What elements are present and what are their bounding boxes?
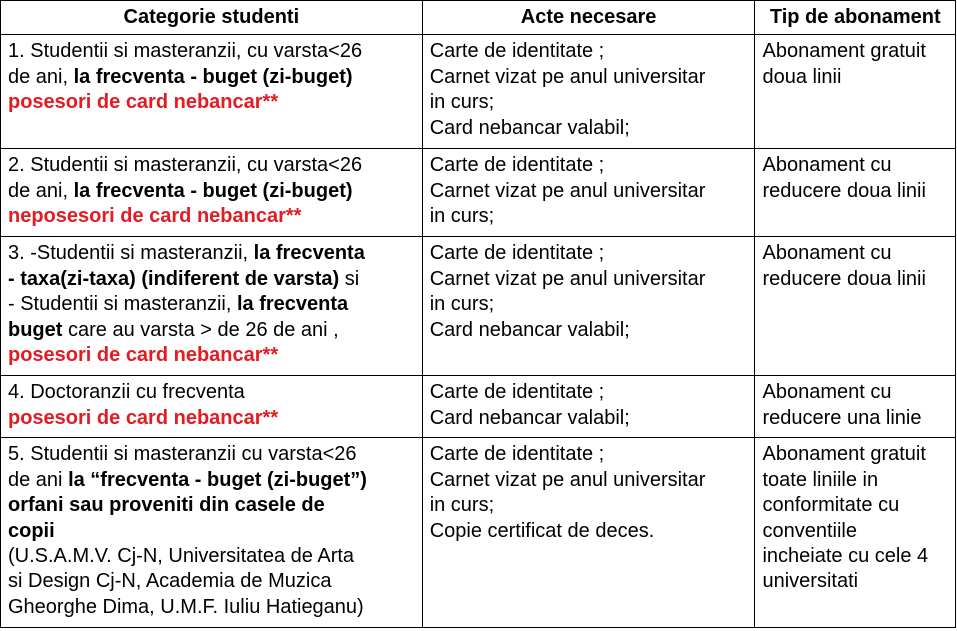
cell-tip bbox=[755, 149, 956, 237]
table-row bbox=[1, 376, 956, 438]
cell-tip bbox=[755, 237, 956, 376]
cell-line: Abonament cu bbox=[762, 381, 892, 404]
cell-text-bold: buget bbox=[8, 318, 63, 341]
cell-text: 3. -Studentii si masteranzii, bbox=[8, 242, 254, 265]
cell-line-bold: orfani sau proveniti din casele de bbox=[8, 494, 325, 517]
cell-line: Carnet vizat pe anul universitar bbox=[429, 65, 706, 88]
cell-line: Carte de identitate ; bbox=[429, 154, 605, 177]
cell-line-bold: copii bbox=[8, 519, 55, 542]
cell-line: Abonament gratuit bbox=[762, 443, 926, 466]
cell-line: 1. Studentii si masteranzii, cu varsta<26 bbox=[8, 40, 363, 63]
header-tip: Tip de abonament bbox=[755, 1, 956, 35]
cell-line-red: neposesori de card nebancar** bbox=[8, 205, 302, 228]
cell-line: Copie certificat de deces. bbox=[429, 519, 655, 542]
cell-line: Carte de identitate ; bbox=[429, 40, 605, 63]
cell-line: Card nebancar valabil; bbox=[429, 116, 630, 139]
cell-tip bbox=[755, 438, 956, 628]
cell-line bbox=[8, 241, 418, 266]
cell-line: incheiate cu cele 4 bbox=[762, 545, 929, 568]
cell-line: reducere doua linii bbox=[762, 267, 926, 290]
cell-acte bbox=[422, 438, 755, 628]
cell-line bbox=[8, 468, 418, 493]
cell-tip bbox=[755, 35, 956, 149]
cell-line: Gheorghe Dima, U.M.F. Iuliu Hatieganu) bbox=[8, 595, 364, 618]
cell-line: Abonament cu bbox=[762, 242, 892, 265]
cell-line: 2. Studentii si masteranzii, cu varsta<26 bbox=[8, 154, 363, 177]
cell-line-red: posesori de card nebancar** bbox=[8, 91, 279, 114]
cell-line bbox=[8, 65, 418, 90]
cell-text-bold: la “frecventa - buget (zi-buget”) bbox=[68, 468, 367, 491]
cell-text-bold: la frecventa bbox=[253, 242, 365, 265]
table-row bbox=[1, 149, 956, 237]
cell-categorie bbox=[1, 149, 423, 237]
cell-line bbox=[8, 292, 418, 317]
table-row bbox=[1, 35, 956, 149]
cell-line: 5. Studentii si masteranzii cu varsta<26 bbox=[8, 443, 357, 466]
cell-line: Card nebancar valabil; bbox=[429, 318, 630, 341]
cell-text: de ani, bbox=[8, 65, 74, 88]
cell-line: doua linii bbox=[762, 65, 842, 88]
cell-text-bold: - taxa(zi-taxa) (indiferent de varsta) bbox=[8, 267, 340, 290]
cell-text: de ani bbox=[8, 468, 69, 491]
cell-categorie bbox=[1, 237, 423, 376]
table-row bbox=[1, 237, 956, 376]
cell-line: (U.S.A.M.V. Cj-N, Universitatea de Arta bbox=[8, 545, 355, 568]
cell-line: si Design Cj-N, Academia de Muzica bbox=[8, 570, 332, 593]
cell-line: Carnet vizat pe anul universitar bbox=[429, 179, 706, 202]
cell-line bbox=[8, 267, 418, 292]
cell-text-bold: la frecventa - buget (zi-buget) bbox=[73, 179, 353, 202]
cell-text: - Studentii si masteranzii, bbox=[8, 293, 237, 316]
cell-line: in curs; bbox=[429, 205, 495, 228]
cell-acte bbox=[422, 149, 755, 237]
cell-line: in curs; bbox=[429, 293, 495, 316]
cell-line bbox=[8, 318, 418, 343]
cell-line: universitati bbox=[762, 570, 859, 593]
cell-line: Carte de identitate ; bbox=[429, 381, 605, 404]
header-categorie: Categorie studenti bbox=[1, 1, 423, 35]
cell-line: Abonament gratuit bbox=[762, 40, 926, 63]
cell-line: in curs; bbox=[429, 494, 495, 517]
cell-line: in curs; bbox=[429, 91, 495, 114]
cell-line: Card nebancar valabil; bbox=[429, 406, 630, 429]
cell-line: Carnet vizat pe anul universitar bbox=[429, 468, 706, 491]
cell-line: reducere una linie bbox=[762, 406, 922, 429]
cell-text-bold: la frecventa bbox=[236, 293, 349, 316]
header-acte: Acte necesare bbox=[422, 1, 755, 35]
header-row bbox=[1, 1, 956, 35]
cell-line: 4. Doctoranzii cu frecventa bbox=[8, 381, 245, 404]
cell-line: Carnet vizat pe anul universitar bbox=[429, 267, 706, 290]
cell-text: care au varsta > de 26 de ani , bbox=[62, 318, 339, 341]
cell-categorie bbox=[1, 376, 423, 438]
cell-text: si bbox=[339, 267, 360, 290]
cell-text: de ani, bbox=[8, 179, 74, 202]
cell-acte bbox=[422, 237, 755, 376]
cell-line: conformitate cu bbox=[762, 494, 900, 517]
cell-categorie bbox=[1, 438, 423, 628]
cell-line: Carte de identitate ; bbox=[429, 242, 605, 265]
cell-line bbox=[8, 179, 418, 204]
cell-line-red: posesori de card nebancar** bbox=[8, 406, 279, 429]
cell-line: Abonament cu bbox=[762, 154, 892, 177]
cell-line: conventiile bbox=[762, 519, 857, 542]
cell-acte bbox=[422, 376, 755, 438]
cell-text-bold: la frecventa - buget (zi-buget) bbox=[73, 65, 353, 88]
cell-categorie bbox=[1, 35, 423, 149]
cell-tip bbox=[755, 376, 956, 438]
cell-line: Carte de identitate ; bbox=[429, 443, 605, 466]
table-row bbox=[1, 438, 956, 628]
cell-line: reducere doua linii bbox=[762, 179, 926, 202]
cell-acte bbox=[422, 35, 755, 149]
cell-line: toate liniile in bbox=[762, 468, 879, 491]
cell-line-red: posesori de card nebancar** bbox=[8, 344, 279, 367]
